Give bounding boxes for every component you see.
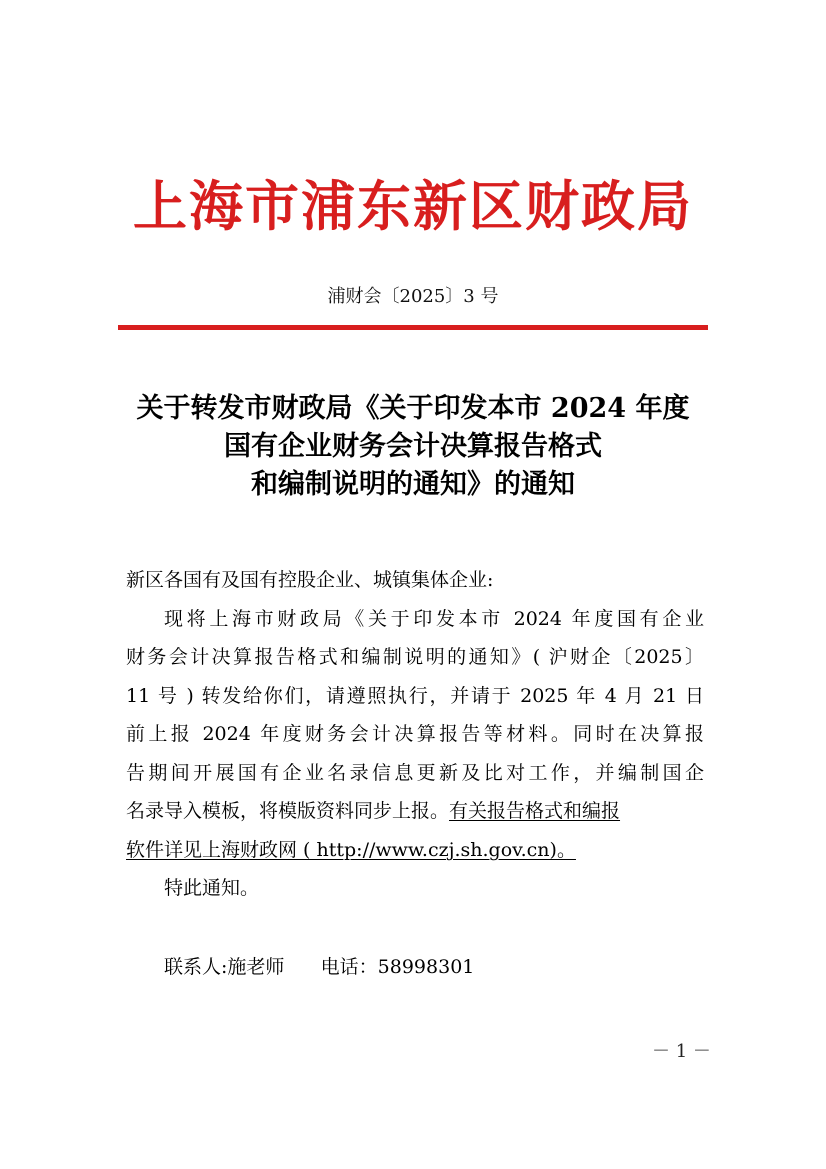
paragraph-line: 现将上海市财政局《关于印发本市 2024 年度国有企业 (164, 607, 704, 630)
notice-body (126, 561, 704, 908)
title-line: 关于转发市财政局《关于印发本市 2024 年度 (136, 393, 690, 424)
paragraph-line (126, 792, 704, 831)
contact-person: 联系人:施老师 (164, 956, 285, 978)
phone-label: 电话： (320, 956, 378, 978)
phone-number: 58998301 (377, 956, 475, 978)
closing-remark: 特此通知。 (164, 877, 260, 899)
paragraph-text: 名录导入模板，将模版资料同步上报。 (126, 800, 450, 822)
document-title (60, 390, 766, 504)
title-line: 国有企业财务会计决算报告格式 (224, 431, 602, 462)
paragraph-line: 告期间开展国有企业名录信息更新及比对工作，并编制国企 (126, 761, 704, 784)
addressee: 新区各国有及国有控股企业、城镇集体企业: (126, 569, 494, 591)
paragraph-line: 前上报 2024 年度财务会计决算报告等材料。同时在决算报 (126, 723, 704, 745)
page-number: － 1 － (652, 1041, 711, 1062)
issuing-organization: 上海市浦东新区财政局 (133, 174, 693, 238)
paragraph-line: 财务会计决算报告格式和编制说明的通知》( 沪财企〔2025〕 (126, 646, 704, 668)
software-info-link-text: 有关报告格式和编报 (449, 800, 621, 822)
paragraph-line: 11 号 ) 转发给你们，请遵照执行，并请于 2025 年 4 月 21 日 (126, 684, 704, 707)
red-divider-line (118, 325, 708, 330)
paragraph-line (126, 831, 704, 870)
software-info-link-text: 软件详见上海财政网 ( http://www.czj.sh.gov.cn)。 (126, 838, 576, 861)
document-number: 浦财会〔2025〕3 号 (327, 286, 499, 307)
title-line: 和编制说明的通知》的通知 (251, 469, 575, 500)
contact-info (164, 952, 474, 982)
